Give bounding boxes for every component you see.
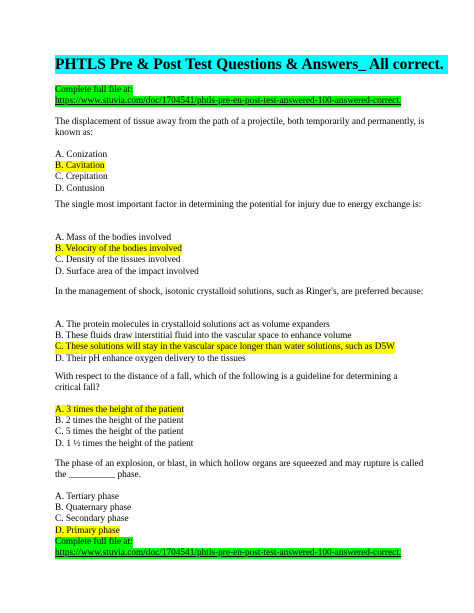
question-4-options xyxy=(55,405,193,450)
complete-file-link-footer[interactable]: https://www.stuvia.com/doc/1704541/phtls-pre-en-post-test-answered-100-answered-correct. xyxy=(55,548,402,559)
option: D. 1 ½ times the height of the patient xyxy=(55,438,194,449)
complete-file-label: Complete full file at: xyxy=(55,85,133,95)
question-3-text: In the management of shock, isotonic crystalloid solutions, such as Ringer's, are preferred because: xyxy=(55,287,424,297)
option: B. These fluids draw interstitial fluid into the vascular space to enhance volume xyxy=(55,331,352,342)
option: D. Surface area of the impact involved xyxy=(55,266,199,277)
complete-file-header xyxy=(55,85,401,107)
correct-option: A. 3 times the height of the patient xyxy=(55,405,185,415)
option: C. Secondary phase xyxy=(55,514,129,525)
option: B. Quaternary phase xyxy=(55,503,132,514)
question-1-options xyxy=(55,150,108,195)
option: A. Conization xyxy=(55,150,108,160)
question-3-options xyxy=(55,320,395,365)
complete-file-link[interactable]: https://www.stuvia.com/doc/1704541/phtls-pre-en-post-test-answered-100-answered-correct. xyxy=(55,96,402,107)
document-title: PHTLS Pre & Post Test Questions & Answers_ All correct. xyxy=(55,55,448,74)
question-5-text: The phase of an explosion, or blast, in which hollow organs are squeezed and may rupture is called the __________ phase. xyxy=(55,459,424,481)
correct-option: C. These solutions will stay in the vascular space longer than water solutions, such as D5W xyxy=(55,342,395,353)
complete-file-footer xyxy=(55,537,401,559)
option: C. Density of the tissues involved xyxy=(55,255,181,266)
question-5-options xyxy=(55,492,131,537)
correct-option: B. Cavitation xyxy=(55,161,105,172)
correct-option: D. Primary phase xyxy=(55,525,120,536)
question-1-text: The displacement of tissue away from the path of a projectile, both temporarily and permanently, is known as: xyxy=(55,117,425,139)
option: D. Their pH enhance oxygen delivery to the tissues xyxy=(55,353,246,364)
option: A. Mass of the bodies involved xyxy=(55,233,172,243)
option: A. Tertiary phase xyxy=(55,492,119,502)
option: A. The protein molecules in crystalloid solutions act as volume expanders xyxy=(55,320,330,330)
option: C. Crepitation xyxy=(55,172,108,183)
option: C. 5 times the height of the patient xyxy=(55,427,184,438)
complete-file-label-footer: Complete full file at: xyxy=(55,537,133,547)
question-4-text: With respect to the distance of a fall, which of the following is a guideline for determining a critical fall? xyxy=(55,372,398,394)
option: D. Contusion xyxy=(55,183,105,194)
question-2-options xyxy=(55,233,199,278)
correct-option: B. Velocity of the bodies involved xyxy=(55,244,182,255)
option: B. 2 times the height of the patient xyxy=(55,416,184,427)
question-2-text: The single most important factor in determining the potential for injury due to energy exchange is: xyxy=(55,200,422,210)
